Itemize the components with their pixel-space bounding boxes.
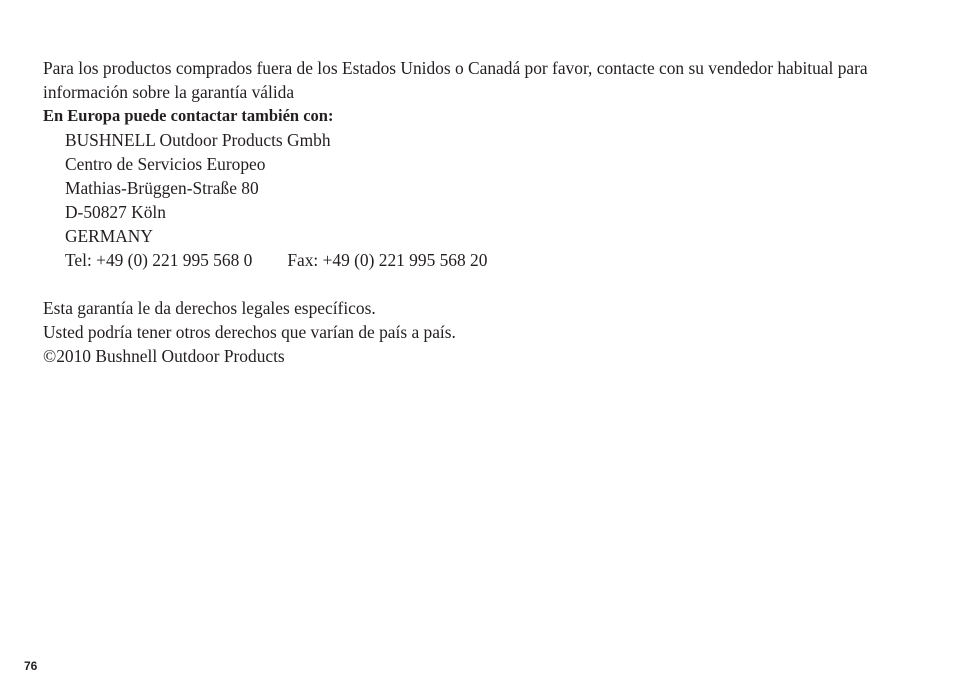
europe-contact-heading: En Europa puede contactar también con:	[43, 106, 334, 125]
intro-paragraph: Para los productos comprados fuera de los Estados Unidos o Canadá por favor, contacte con su vendedor habitual para información sobre la garantía válida	[43, 58, 868, 102]
address-city: D-50827 Köln	[65, 202, 166, 222]
europe-address-block	[43, 128, 923, 272]
address-street: Mathias-Brüggen-Straße 80	[65, 178, 259, 198]
address-department: Centro de Servicios Europeo	[65, 154, 266, 174]
warranty-text-block	[43, 56, 923, 368]
address-company: BUSHNELL Outdoor Products Gmbh	[65, 130, 331, 150]
phone-fax-row	[43, 248, 923, 272]
paragraph-spacer	[43, 272, 923, 296]
address-country: GERMANY	[65, 226, 153, 246]
fax-number: Fax: +49 (0) 221 995 568 20	[287, 250, 488, 270]
legal-other-rights-text: Usted podría tener otros derechos que varían de país a país.	[43, 322, 456, 342]
phone-number: Tel: +49 (0) 221 995 568 0	[65, 250, 253, 270]
legal-rights-text: Esta garantía le da derechos legales específicos.	[43, 298, 376, 318]
copyright-text: ©2010 Bushnell Outdoor Products	[43, 346, 285, 366]
page-number: 76	[24, 659, 38, 673]
